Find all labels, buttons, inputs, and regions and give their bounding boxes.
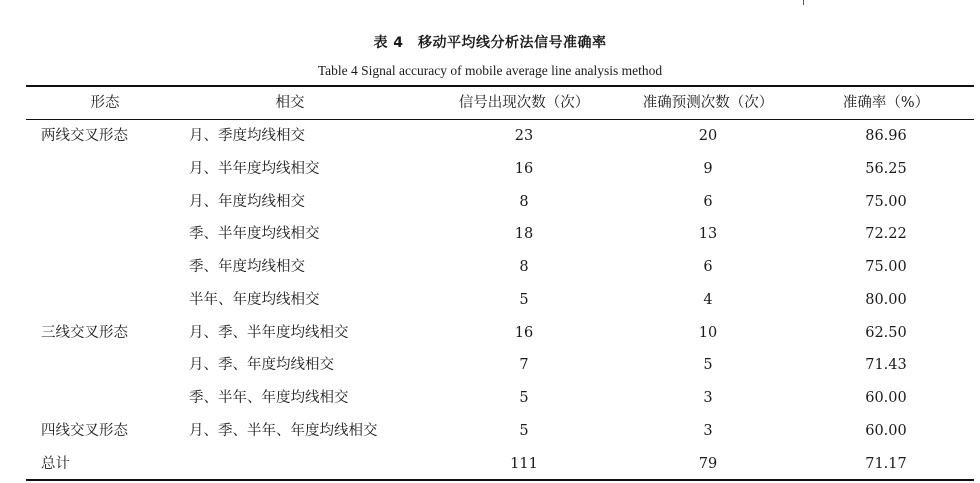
cell-accuracy-rate: 75.00 <box>865 193 907 210</box>
cell-accuracy-rate: 71.43 <box>865 357 907 374</box>
table-row <box>26 382 974 415</box>
cell-signal-count: 8 <box>519 259 529 275</box>
table-row <box>26 284 974 317</box>
cell-shape: 三线交叉形态 <box>41 324 128 341</box>
header-shape: 形态 <box>90 95 120 111</box>
cell-signal-count: 7 <box>519 357 529 374</box>
cell-accurate-count: 9 <box>703 160 713 177</box>
table-title-chinese: 表 4 移动平均线分析法信号准确率 <box>373 35 607 51</box>
cell-accurate-count: 4 <box>703 291 713 308</box>
corner-mark <box>803 0 804 5</box>
cell-signal-count: 16 <box>514 324 534 341</box>
cell-signal-count: 18 <box>514 226 534 243</box>
cell-shape: 四线交叉形态 <box>41 422 128 439</box>
cell-accuracy-rate: 56.25 <box>865 160 907 177</box>
header-accurate-count: 准确预测次数（次） <box>642 95 774 111</box>
cell-accuracy-rate: 60.00 <box>865 422 907 439</box>
cell-signal-count: 16 <box>514 160 534 177</box>
table-top-rule <box>26 85 974 87</box>
cell-cross: 季、年度均线相交 <box>189 259 305 275</box>
cell-accurate-count: 5 <box>703 357 713 374</box>
cell-accurate-count: 3 <box>703 390 713 406</box>
table-row <box>26 349 974 382</box>
cell-accuracy-rate: 72.22 <box>865 226 907 243</box>
table-header-row <box>26 88 974 118</box>
cell-cross: 季、半年、年度均线相交 <box>189 390 349 406</box>
table-body <box>26 120 974 480</box>
cell-accurate-count: 10 <box>698 324 718 341</box>
table-title-english: Table 4 Signal accuracy of mobile average line analysis method <box>317 63 663 78</box>
table-row <box>26 218 974 251</box>
cell-accuracy-rate: 75.00 <box>865 259 907 275</box>
cell-cross: 月、季度均线相交 <box>189 128 305 144</box>
table-row <box>26 153 974 186</box>
cell-cross: 月、季、年度均线相交 <box>189 357 334 374</box>
cell-cross: 半年、年度均线相交 <box>189 291 320 308</box>
signal-accuracy-table <box>26 88 974 472</box>
cell-shape: 两线交叉形态 <box>41 128 128 144</box>
table-row <box>26 251 974 284</box>
table-row <box>26 186 974 219</box>
cell-cross: 月、季、半年、年度均线相交 <box>189 422 378 439</box>
cell-cross: 季、半年度均线相交 <box>189 226 320 243</box>
cell-accurate-count: 79 <box>698 455 718 472</box>
cell-signal-count: 5 <box>519 390 529 406</box>
cell-accurate-count: 6 <box>703 259 713 275</box>
table-row <box>26 120 974 153</box>
cell-accurate-count: 20 <box>698 128 718 144</box>
cell-accurate-count: 6 <box>703 193 713 210</box>
cell-signal-count: 23 <box>514 128 534 144</box>
header-signal-count: 信号出现次数（次） <box>458 95 590 111</box>
cell-accuracy-rate: 71.17 <box>865 455 907 472</box>
cell-cross: 月、半年度均线相交 <box>189 160 320 177</box>
cell-signal-count: 8 <box>519 193 529 210</box>
cell-signal-count: 111 <box>510 455 538 472</box>
cell-accuracy-rate: 80.00 <box>865 291 907 308</box>
cell-signal-count: 5 <box>519 291 529 308</box>
cell-signal-count: 5 <box>519 422 529 439</box>
cell-accurate-count: 13 <box>698 226 718 243</box>
header-accuracy-rate: 准确率（%） <box>842 95 930 111</box>
cell-cross: 月、年度均线相交 <box>189 193 305 210</box>
header-cross: 相交 <box>275 95 305 111</box>
cell-accurate-count: 3 <box>703 422 713 439</box>
table-row <box>26 415 974 448</box>
table-row <box>26 317 974 350</box>
cell-shape: 总计 <box>41 455 70 472</box>
cell-accuracy-rate: 86.96 <box>865 128 907 144</box>
cell-accuracy-rate: 62.50 <box>865 324 907 341</box>
table-row <box>26 448 974 481</box>
cell-accuracy-rate: 60.00 <box>865 390 907 406</box>
cell-cross: 月、季、半年度均线相交 <box>189 324 349 341</box>
